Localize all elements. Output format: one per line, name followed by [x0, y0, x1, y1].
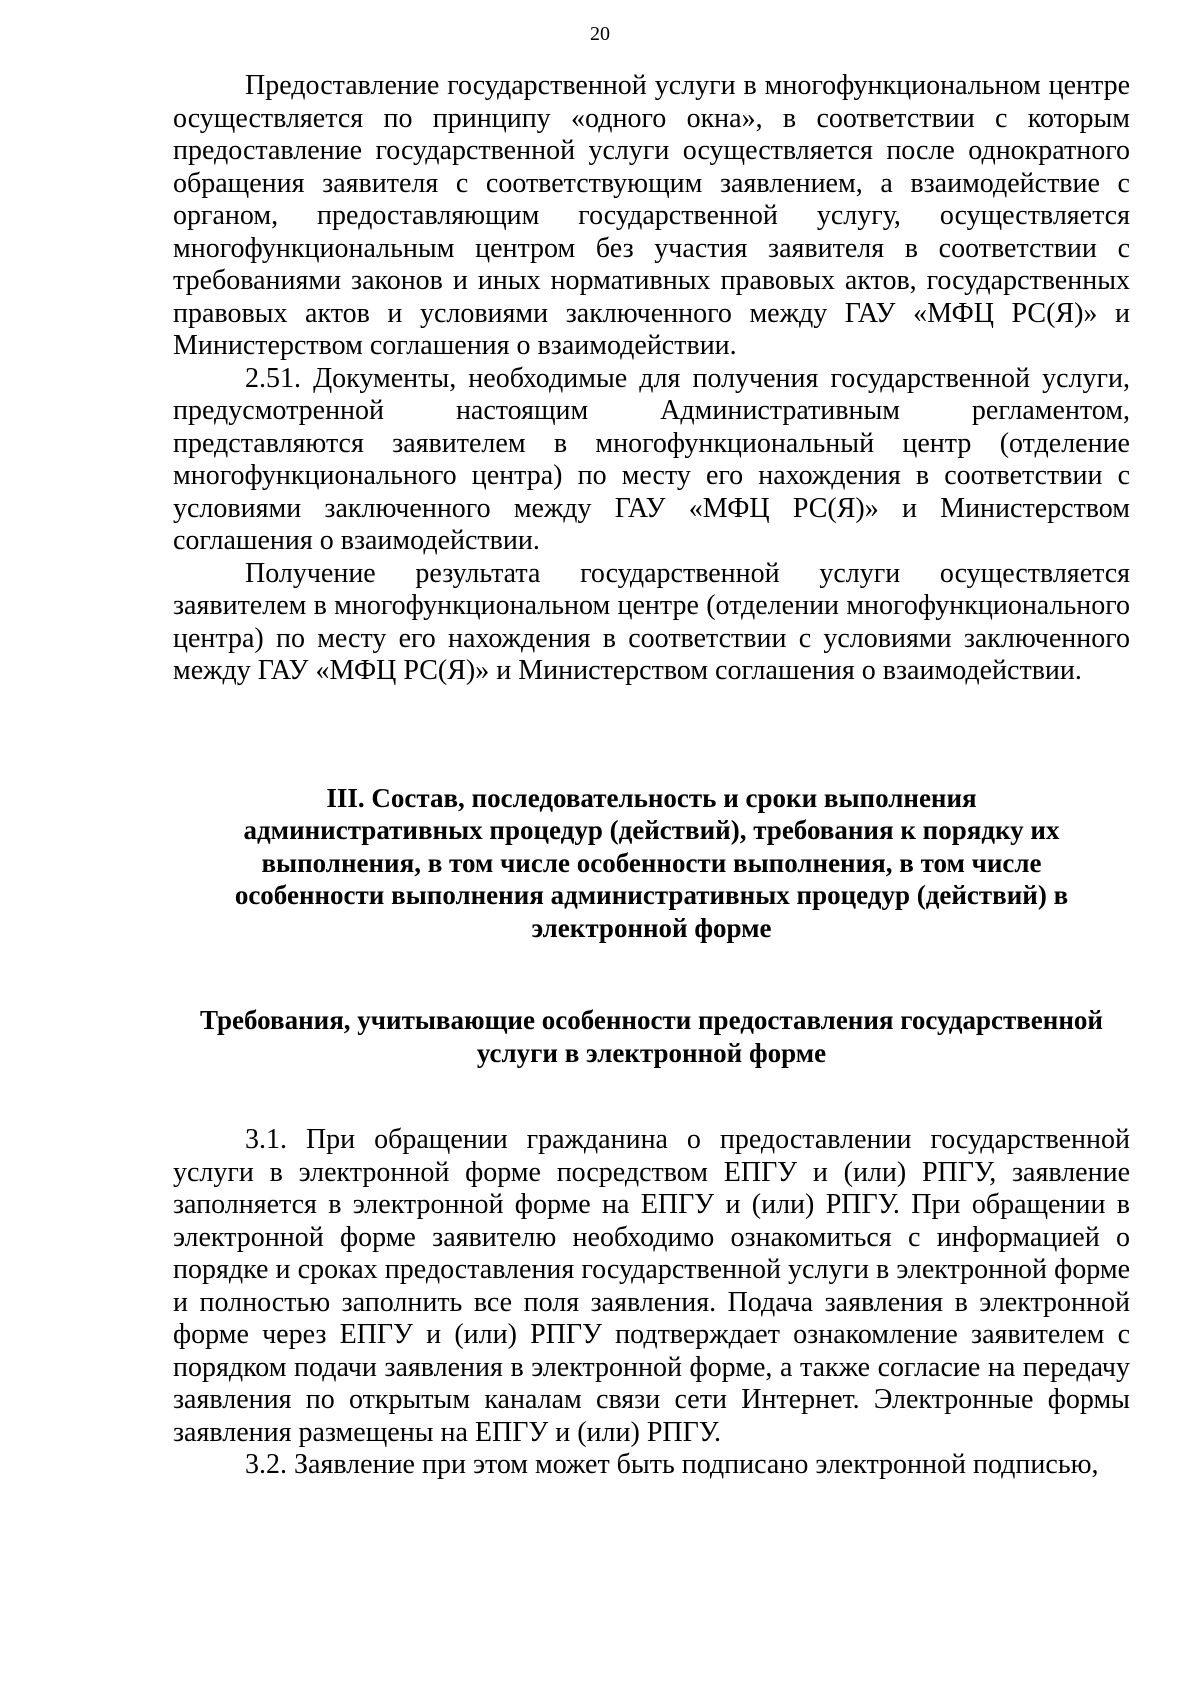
page-number: 20	[590, 23, 610, 45]
subsection-heading: Требования, учитывающие особенности предоставления государственной услуги в электронной форме	[200, 1005, 1103, 1068]
section-heading-iii: III. Состав, последовательность и сроки выполнения административных процедур (действий), требования к порядку их выполнения, в том числе особенности выполнения, в том числе особенности выполнения административных процедур (действий) в электронной форме	[234, 782, 1069, 943]
section-gap	[173, 688, 1130, 782]
paragraph-gap	[173, 1069, 1130, 1124]
paragraph-3-1: 3.1. При обращении гражданина о предоставлении государственной услуги в электронной форме посредством ЕПГУ и (или) РПГУ, заявление заполняется в электронной форме на ЕПГУ и (или) РПГУ. При обращении в электронной форме заявителю необходимо ознакомиться с информацией о порядке и сроках предоставления государственной услуги в электронной форме и полностью заполнить все поля заявления. Подача заявления в электронной форме через ЕПГУ и (или) РПГУ подтверждает ознакомление заявителем с порядком подачи заявления в электронной форме, а также согласие на передачу заявления по открытым каналам связи сети Интернет. Электронные формы заявления размещены на ЕПГУ и (или) РПГУ.	[173, 1124, 1130, 1448]
paragraph-3-2: 3.2. Заявление при этом может быть подписано электронной подписью,	[245, 1449, 1099, 1480]
subsection-gap	[173, 944, 1130, 1004]
paragraph-mfc-one-window: Предоставление государственной услуги в многофункциональном центре осуществляется по принципу «одного окна», в соответствии с которым предоставление государственной услуги осуществляется после однократного обращения заявителя с соответствующим заявлением, а взаимодействие с органом, предоставляющим государственной услугу, осуществляется многофункциональным центром без участия заявителя в соответствии с требованиями законов и иных нормативных правовых актов, государственных правовых актов и условиями заключенного между ГАУ «МФЦ РС(Я)» и Министерством соглашения о взаимодействии.	[173, 70, 1130, 361]
paragraph-result-receipt: Получение результата государственной услуги осуществляется заявителем в многофункциональном центре (отделении многофункционального центра) по месту его нахождения в соответствии с условиями заключенного между ГАУ «МФЦ РС(Я)» и Министерством соглашения о взаимодействии.	[173, 557, 1130, 686]
paragraph-2-51: 2.51. Документы, необходимые для получения государственной услуги, предусмотренной настоящим Административным регламентом, представляются заявителем в многофункциональный центр (отделение многофункционального центра) по месту его нахождения в соответствии с условиями заключенного между ГАУ «МФЦ РС(Я)» и Министерством соглашения о взаимодействии.	[173, 362, 1130, 556]
page-content	[173, 70, 1130, 1482]
